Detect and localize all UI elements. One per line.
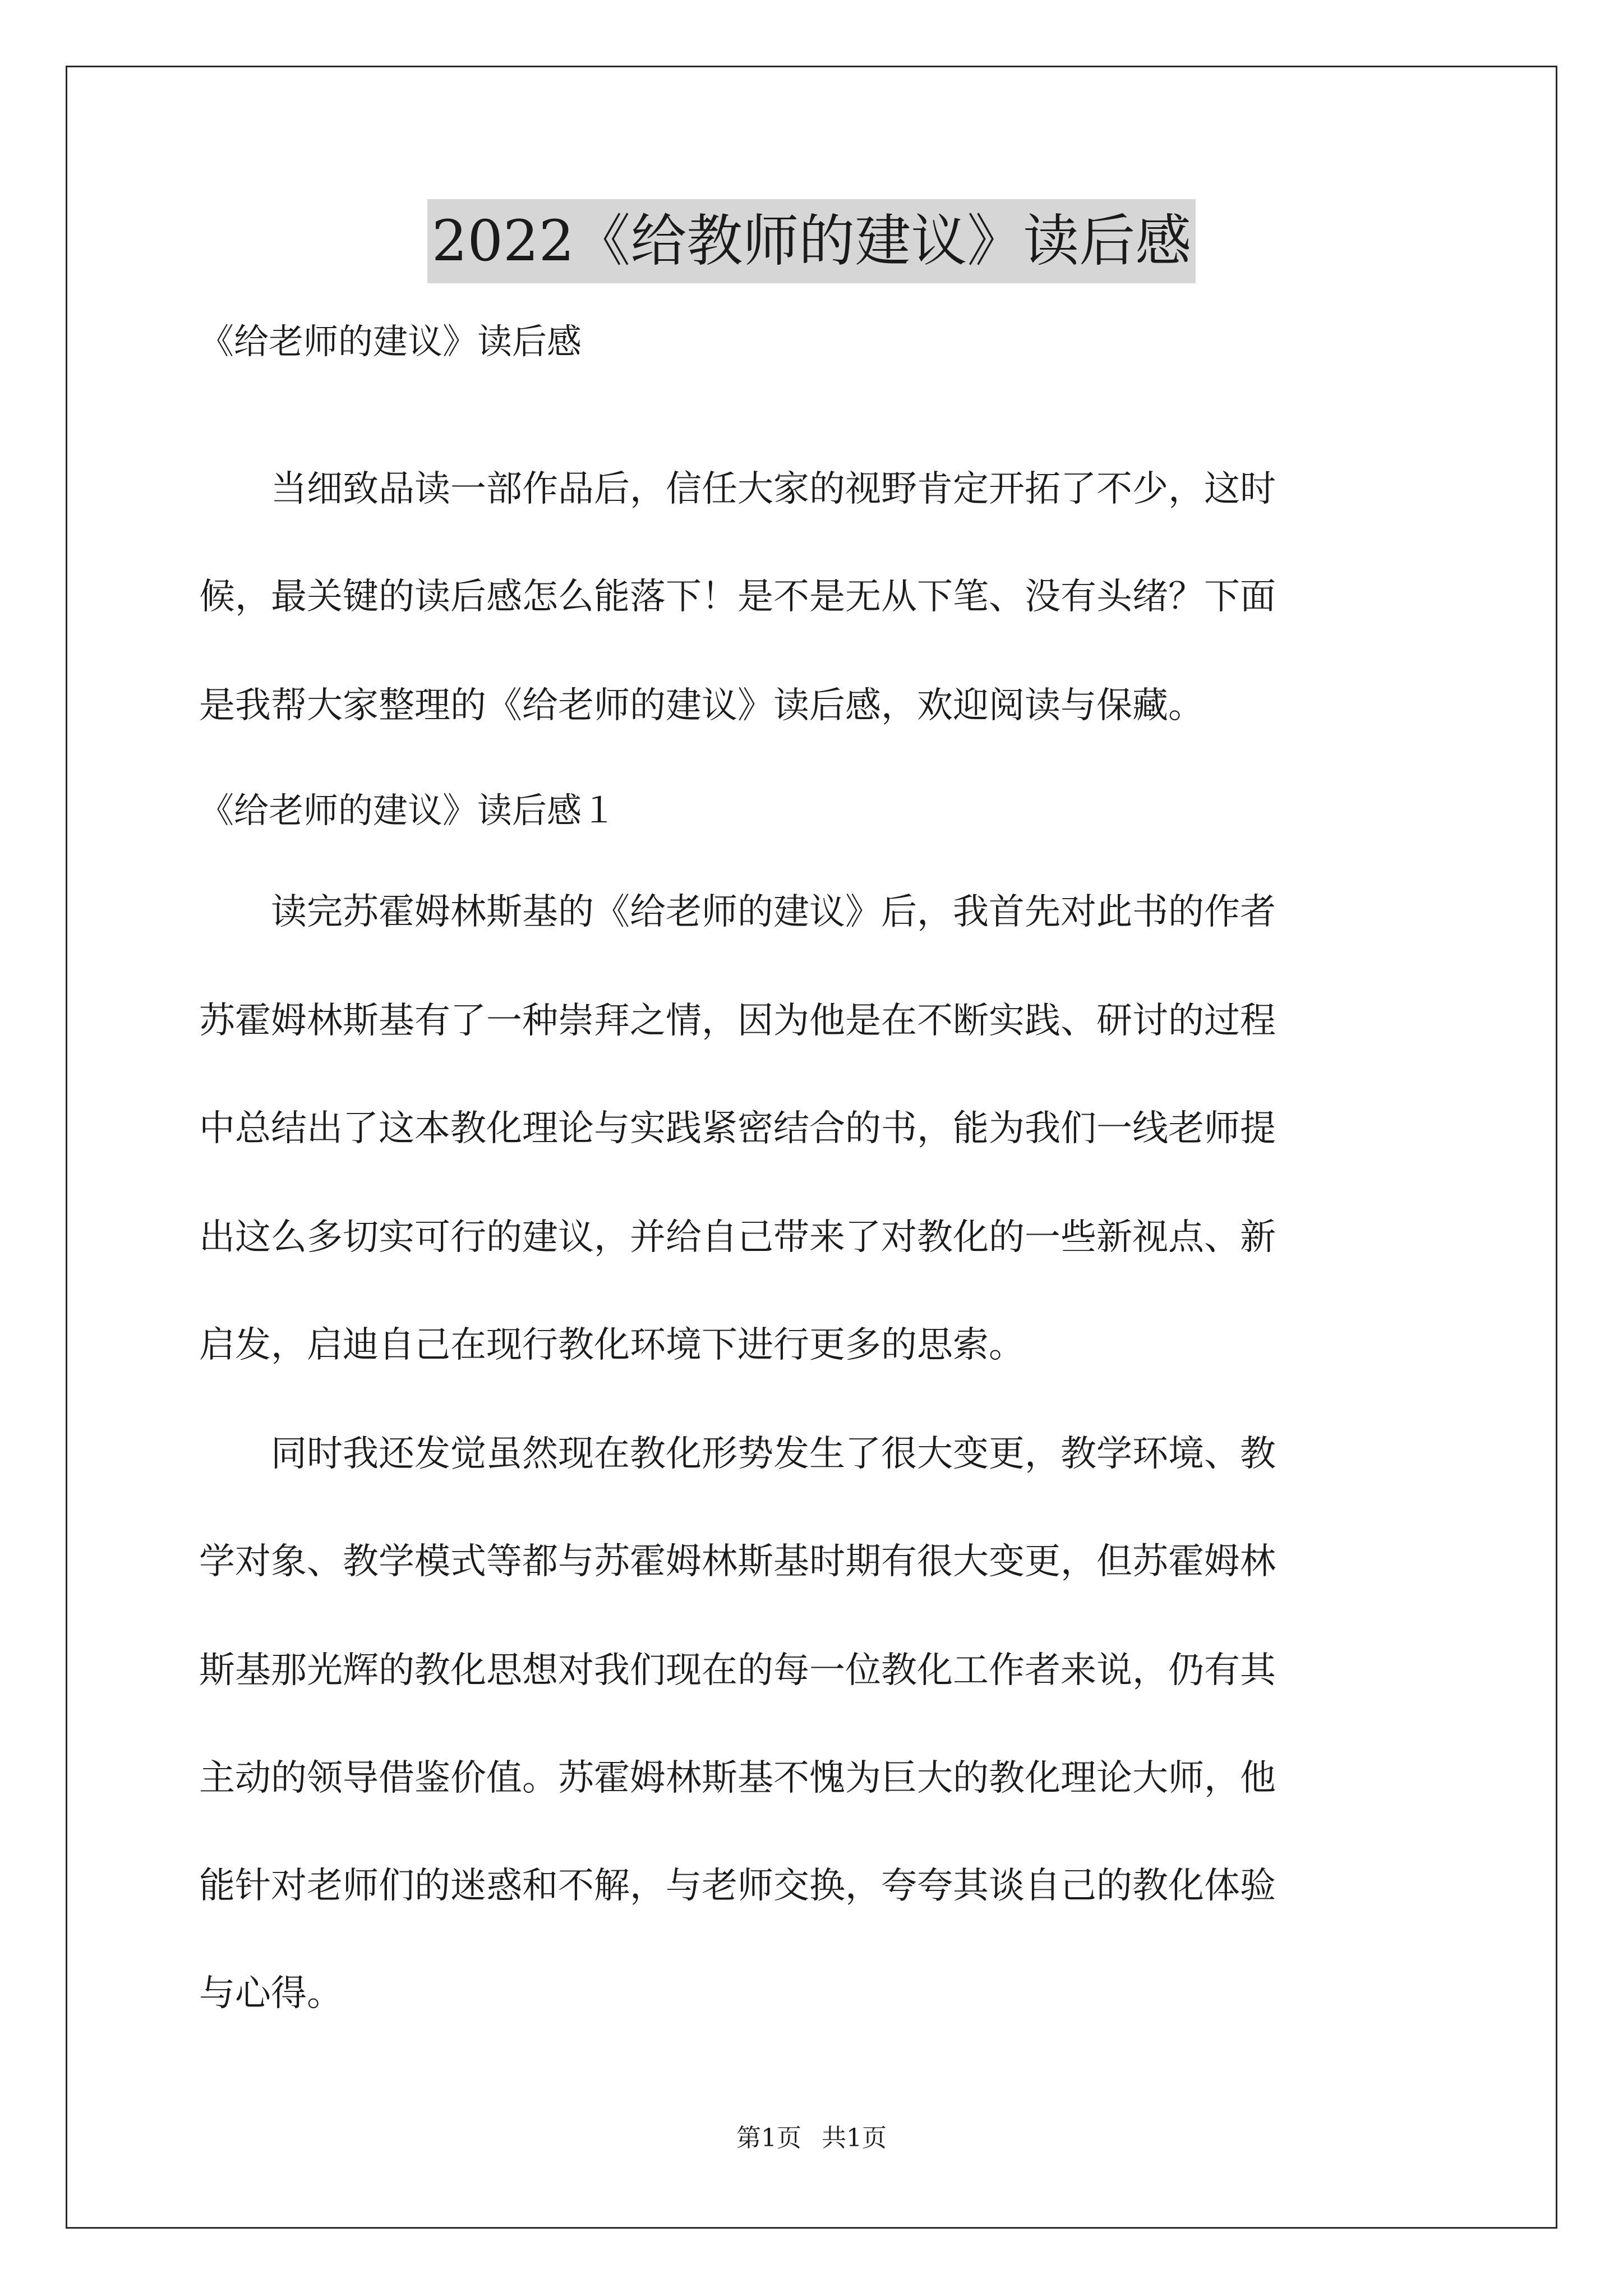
paragraph-line: 能针对老师们的迷惑和不解，与老师交换，夸夸其谈自己的教化体验 <box>199 1865 1276 1907</box>
paragraph-line: 候，最关键的读后感怎么能落下！是不是无从下笔、没有头绪？下面 <box>199 576 1276 618</box>
paragraph-line: 当细致品读一部作品后，信任大家的视野肯定开拓了不少，这时 <box>199 468 1276 510</box>
document-title: 2022《给教师的建议》读后感 <box>427 199 1196 283</box>
page-number: 第1页 <box>736 2124 801 2152</box>
subtitle-line: 《给老师的建议》读后感 <box>199 321 582 362</box>
paragraph-line: 读完苏霍姆林斯基的《给老师的建议》后，我首先对此书的作者 <box>199 891 1276 933</box>
paragraph-line: 出这么多切实可行的建议，并给自己带来了对教化的一些新视点、新 <box>199 1217 1276 1258</box>
paragraph-line: 启发，启迪自己在现行教化环境下进行更多的思索。 <box>199 1324 1025 1366</box>
paragraph-line: 是我帮大家整理的《给老师的建议》读后感，欢迎阅读与保藏。 <box>199 685 1204 726</box>
paragraph-line: 与心得。 <box>199 1973 343 2014</box>
page-footer <box>0 2126 1623 2151</box>
section-heading: 《给老师的建议》读后感１ <box>199 790 617 831</box>
paragraph-line: 学对象、教学模式等都与苏霍姆林斯基时期有很大变更，但苏霍姆林 <box>199 1541 1276 1582</box>
paragraph-line: 中总结出了这本教化理论与实践紧密结合的书，能为我们一线老师提 <box>199 1108 1276 1149</box>
page-total: 共1页 <box>822 2124 887 2152</box>
title-container <box>0 199 1623 283</box>
paragraph-line: 主动的领导借鉴价值。苏霍姆林斯基不愧为巨大的教化理论大师，他 <box>199 1757 1276 1799</box>
paragraph-line: 斯基那光辉的教化思想对我们现在的每一位教化工作者来说，仍有其 <box>199 1650 1276 1691</box>
paragraph-line: 苏霍姆林斯基有了一种崇拜之情，因为他是在不断实践、研讨的过程 <box>199 1000 1276 1042</box>
paragraph-line: 同时我还发觉虽然现在教化形势发生了很大变更，教学环境、教 <box>199 1433 1276 1475</box>
